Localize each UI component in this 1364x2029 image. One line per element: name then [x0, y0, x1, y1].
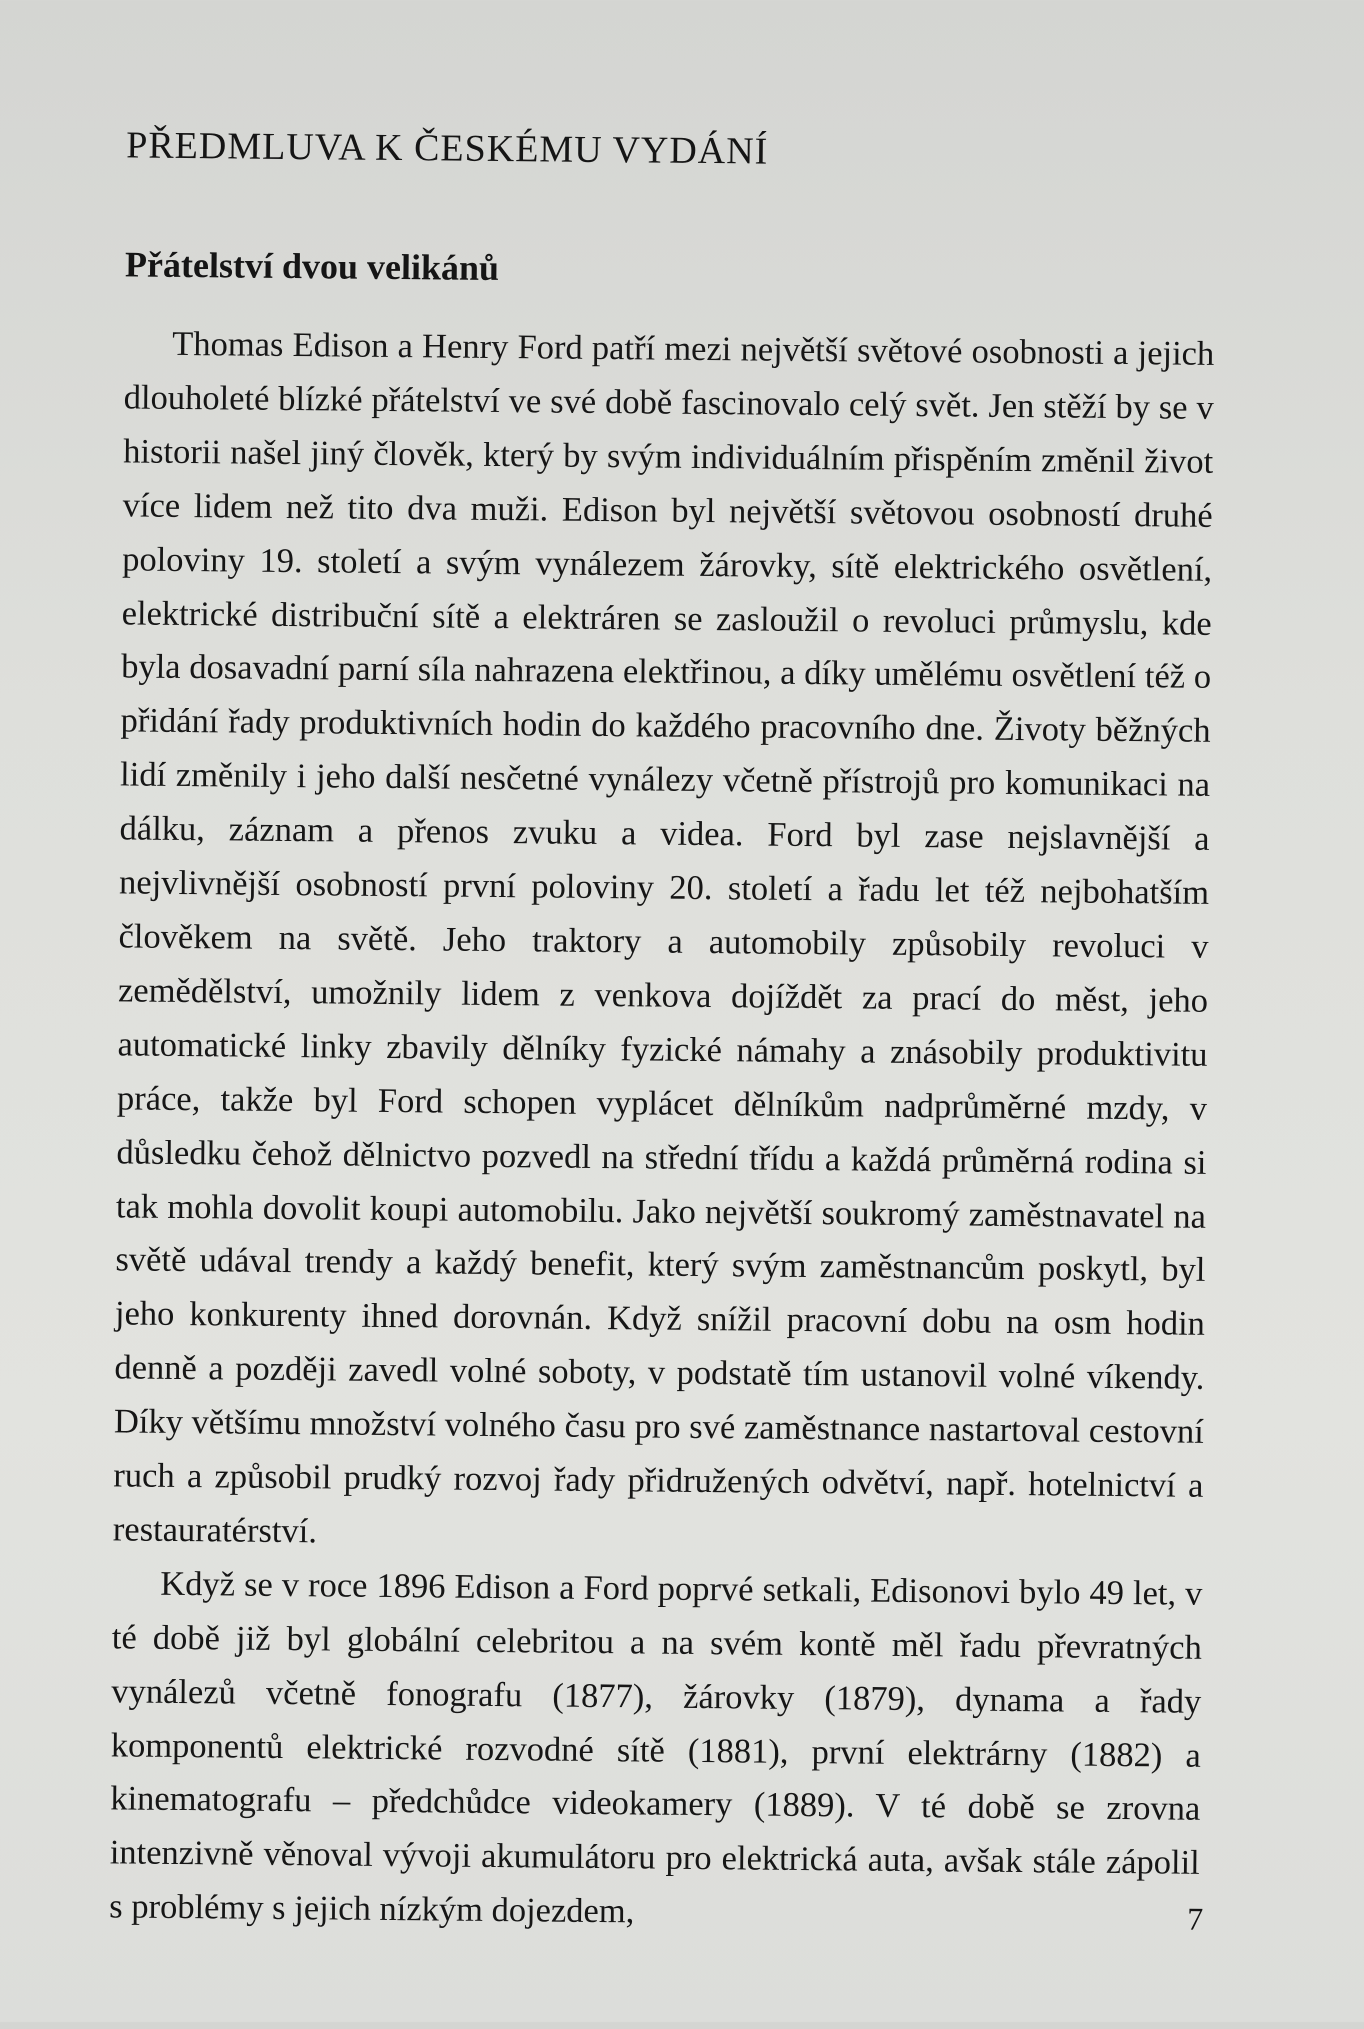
body-text	[109, 317, 1214, 1945]
section-title: Přátelství dvou velikánů	[124, 244, 500, 288]
page-number: 7	[1187, 1900, 1204, 1937]
paragraph-1: Thomas Edison a Henry Ford patří mezi největší světové osobnosti a jejich dlouholeté blízké přátelství ve své době fascinovalo celý svět. Jen stěží by se v historii našel jiný člověk, který by svým individuálním přispěním změnil život více lidem než tito dva muži. Edison byl největší světovou osobností druhé poloviny 19. století a svým vynálezem žárovky, sítě elektrického osvětlení, elektrické distribuční sítě a elektráren se zasloužil o revoluci průmyslu, kde byla dosavadní parní síla nahrazena elektřinou, a díky umělému osvětlení též o přidání řady produktivních hodin do každého pracovního dne. Životy běžných lidí změnily i jeho další nesčetné vynálezy včetně přístrojů pro komunikaci na dálku, záznam a přenos zvuku a videa. Ford byl zase nejslavnější a nejvlivnější osobností první poloviny 20. století a řadu let též nejbohatším člověkem na světě. Jeho traktory a automobily způsobily revoluci v zemědělství, umožnily lidem z venkova dojíždět za prací do měst, jeho automatické linky zbavily dělníky fyzické námahy a znásobily produktivitu práce, takže byl Ford schopen vyplácet dělníkům nadprůměrné mzdy, v důsledku čehož dělnictvo pozvedl na střední třídu a každá průměrná rodina si tak mohla dovolit koupi automobilu. Jako největší soukromý zaměstnavatel na světě udával trendy a každý benefit, který svým zaměstnancům poskytl, byl jeho konkurenty ihned dorovnán. Když snížil pracovní dobu na osm hodin denně a později zavedl volné soboty, v podstatě tím ustanovil volné víkendy. Díky většímu množství volného času pro své zaměstnance nastartoval cestovní ruch a způsobil prudký rozvoj řady přidružených odvětví, např. hotelnictví a restauratérství.	[112, 324, 1215, 1551]
chapter-title: PŘEDMLUVA K ČESKÉMU VYDÁNÍ	[125, 124, 769, 173]
paragraph-2: Když se v roce 1896 Edison a Ford poprvé setkali, Edisonovi bylo 49 let, v té době již byl globální celebritou a na svém kontě měl řadu převratných vynálezů včetně fonografu (1877), žárovky (1879), dynama a řady komponentů elektrické rozvodné sítě (1881), první elektrárny (1882) a kinematografu – předchůdce videokamery (1889). V té době se zrovna intenzivně věnoval vývoji akumulátoru pro elektrická auta, avšak stále zápolil s problémy s jejich nízkým dojezdem,	[109, 1564, 1203, 1931]
